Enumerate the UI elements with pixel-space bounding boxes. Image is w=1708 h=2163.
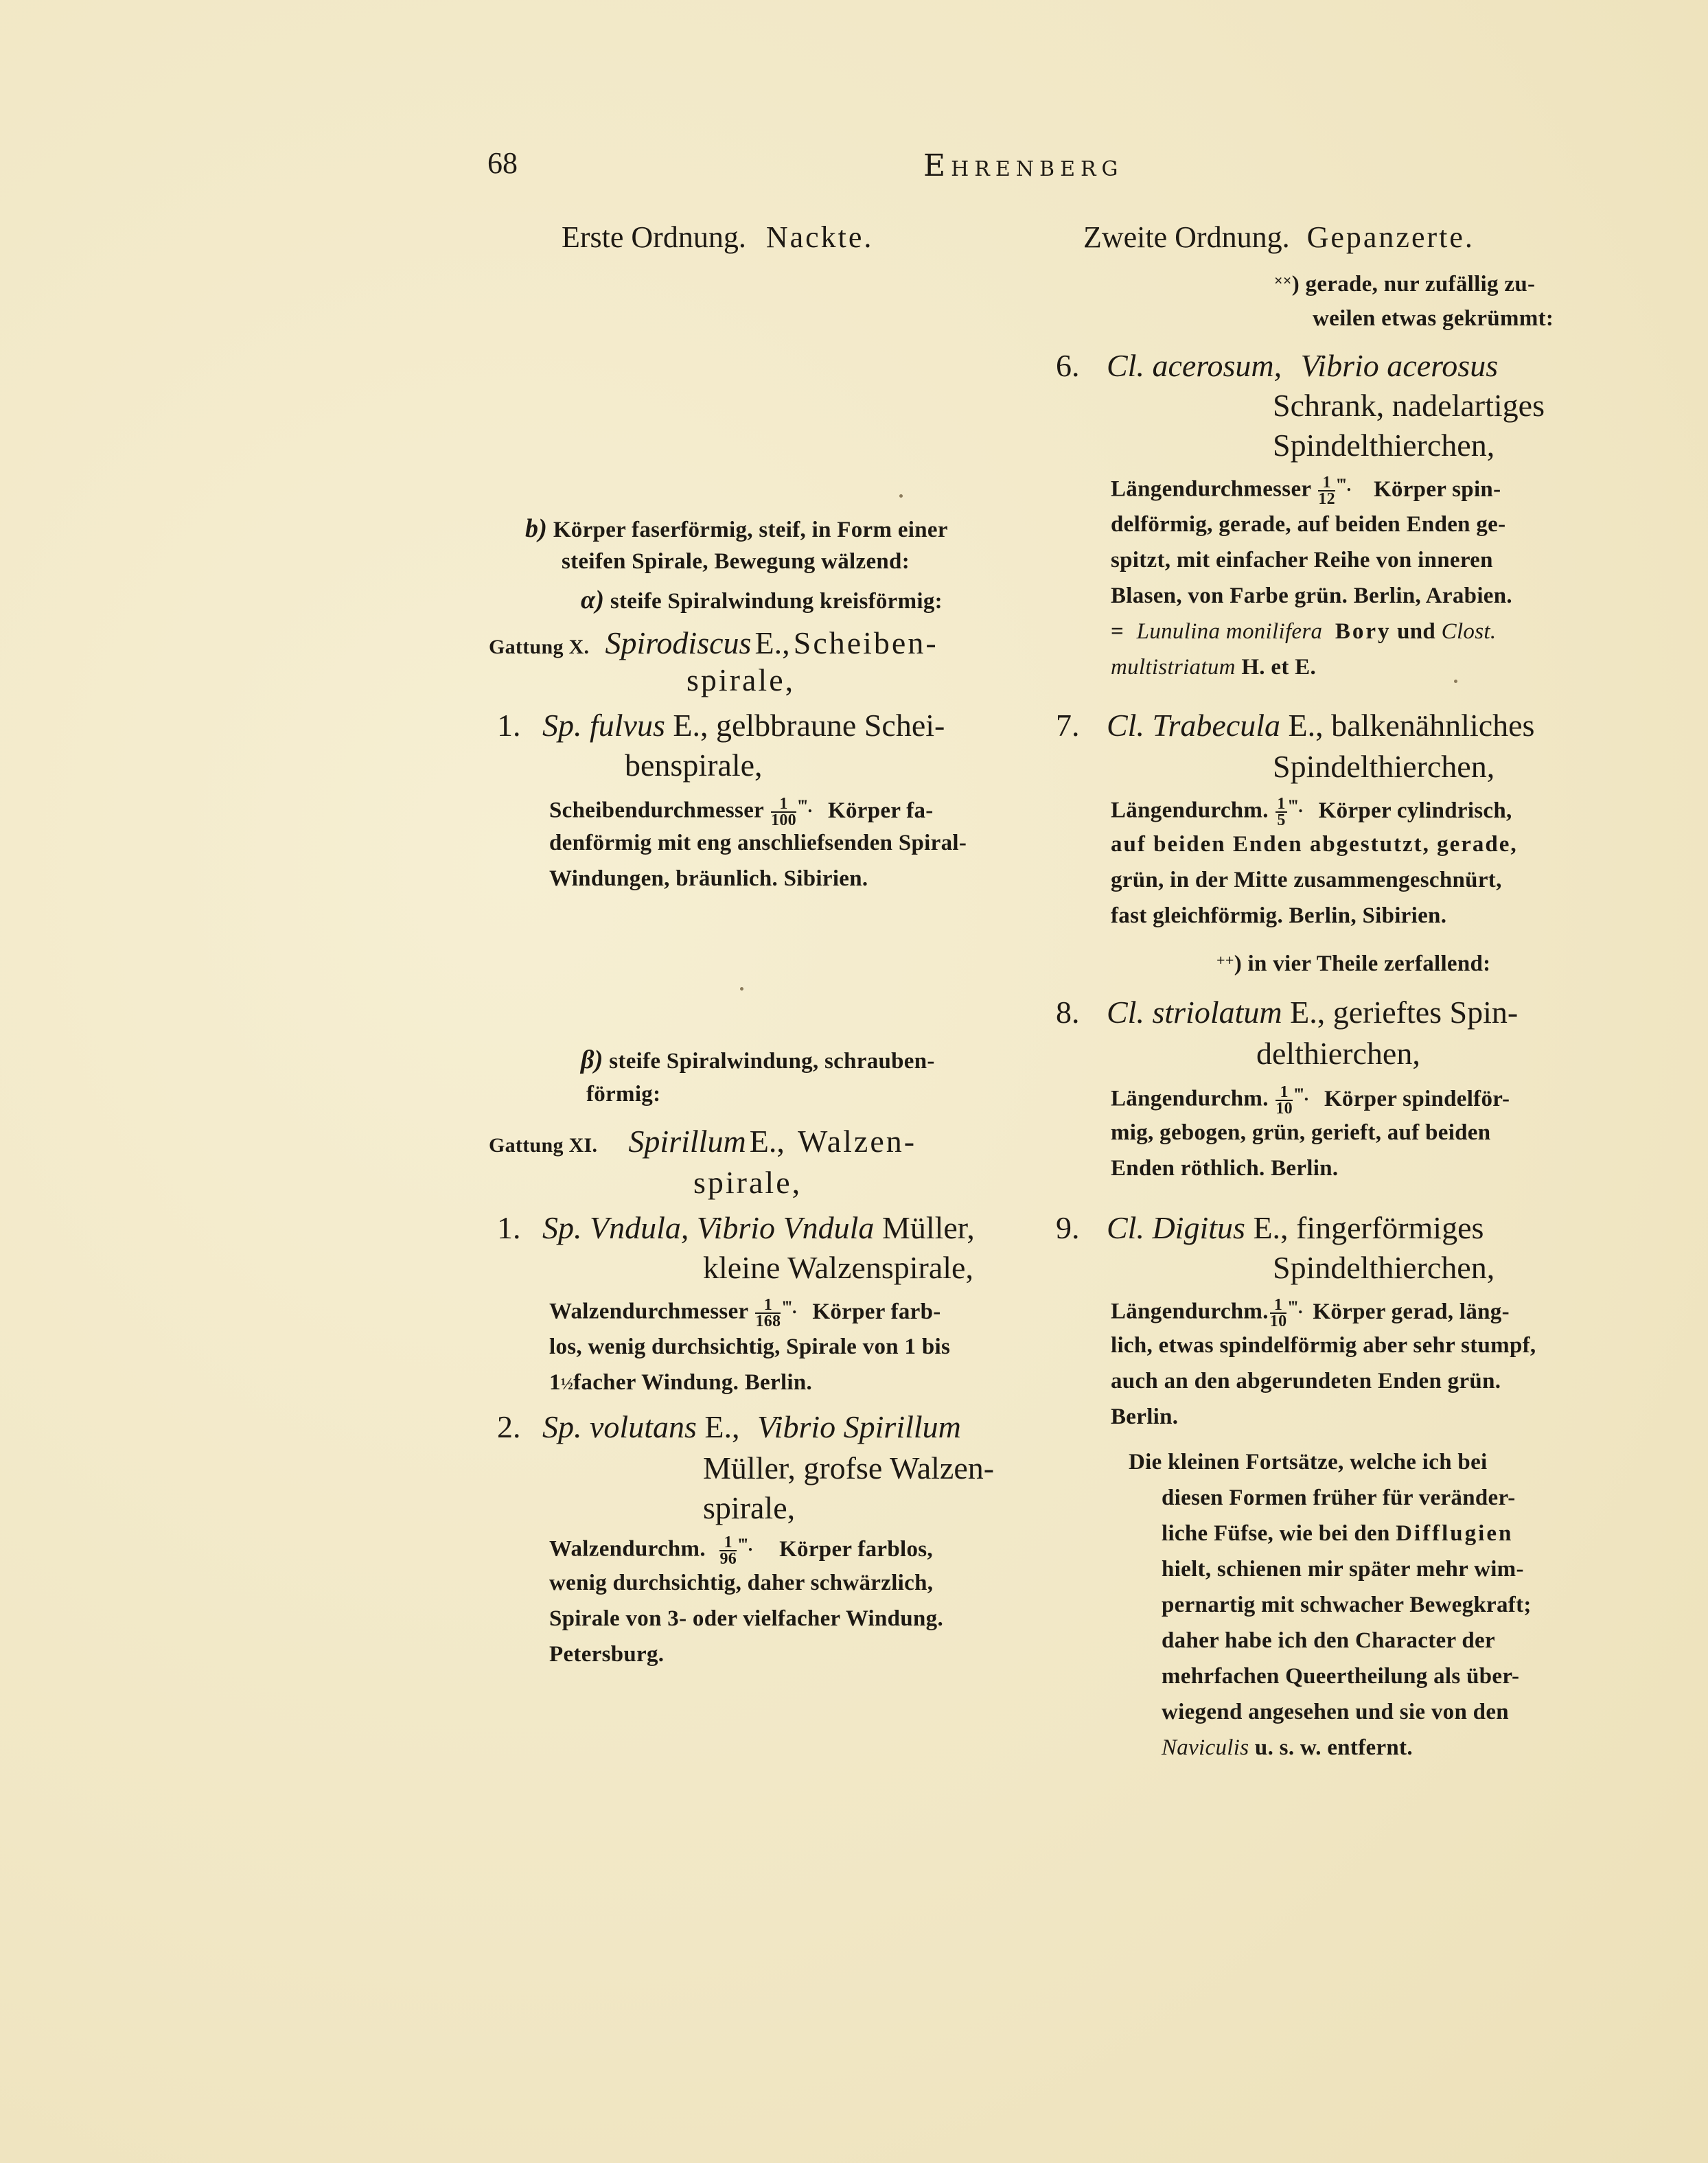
subsection-pp-mark: ++ [1216, 951, 1234, 969]
species-xi2-heading [542, 1409, 961, 1445]
species-6-fraction [1318, 475, 1335, 507]
species-6-desc-1 [1111, 475, 1501, 507]
running-title-rest: HRENBERG [951, 157, 1124, 181]
species-xi2-name: Sp. volutans [542, 1409, 697, 1444]
species-xi1-author: Müller, [881, 1210, 975, 1245]
species-x1-frac-den: 100 [771, 811, 796, 829]
paper-speck [740, 987, 743, 991]
species-6-heading [1107, 347, 1498, 384]
genus-x-name: Spirodiscus [605, 625, 752, 660]
section-b-text1: Körper faserförmig, steif, in Form einer [553, 518, 948, 542]
left-order-title [562, 220, 873, 255]
section-alpha [581, 585, 943, 615]
species-6-common-2: Spindelthierchen, [1273, 428, 1495, 463]
species-9-heading [1107, 1210, 1484, 1246]
species-9-desc-3: auch an den abgerundeten Enden grün. [1111, 1369, 1501, 1393]
subsection-pp [1216, 951, 1490, 977]
species-xi1-frac-den: 168 [755, 1312, 781, 1330]
species-7-frac-den: 5 [1277, 811, 1286, 829]
species-6-desc-1b: Körper spin- [1373, 476, 1501, 502]
genus-xi-prefix: Gattung XI. [489, 1134, 598, 1157]
species-8-desc-2: mig, gebogen, grün, gerieft, auf beiden [1111, 1120, 1491, 1145]
note-line-9 [1162, 1735, 1413, 1761]
right-order-title [1083, 220, 1475, 255]
species-9-desc-2: lich, etwas spindelförmig aber sehr stumpf, [1111, 1333, 1536, 1358]
note-line-3a: liche Füfse, wie bei den [1162, 1521, 1390, 1546]
left-order-title-a: Erste Ordnung. [562, 220, 746, 254]
species-xi1-desc-3a: 1 [549, 1370, 561, 1395]
species-x1-prime: ‴. [797, 796, 813, 816]
paper-speck [1454, 680, 1457, 683]
note-line-3b: Difflugien [1396, 1521, 1514, 1546]
species-6-syn-name2: Clost. [1441, 619, 1497, 644]
species-7-common: E., balkenähnliches [1288, 708, 1535, 743]
species-9-name: Cl. Digitus [1107, 1210, 1245, 1245]
note-line-4: hielt, schienen mir später mehr wim- [1162, 1557, 1524, 1582]
species-xi1-number: 1. [497, 1210, 521, 1245]
species-6-desc-6 [1111, 655, 1316, 680]
species-x1-name: Sp. fulvus [542, 708, 665, 743]
species-9-desc-1 [1111, 1297, 1510, 1329]
right-order-title-b: Gepanzerte. [1306, 220, 1475, 254]
species-xi2-number: 2. [497, 1409, 521, 1444]
species-7-measure-label: Längendurchm. [1111, 798, 1269, 823]
species-9-prime: ‴. [1288, 1297, 1303, 1317]
section-beta-text-2: förmig: [586, 1082, 661, 1107]
species-8-name: Cl. striolatum [1107, 995, 1282, 1030]
species-xi2-common: Müller, grofse Walzen- [703, 1450, 995, 1485]
subsection-xx-text1: ) gerade, nur zufällig zu- [1291, 272, 1536, 297]
species-6-desc-3: spitzt, mit einfacher Reihe von inneren [1111, 548, 1493, 572]
species-6-synonym: Vibrio acerosus [1300, 348, 1499, 383]
subsection-xx-line2: weilen etwas gekrümmt: [1313, 306, 1554, 331]
species-7-fraction [1276, 796, 1286, 828]
species-xi1-half: ½ [560, 1376, 574, 1393]
species-7-common-2: Spindelthierchen, [1273, 749, 1495, 784]
species-7-name: Cl. Trabecula [1107, 708, 1281, 743]
species-xi2-desc-3: Spirale von 3- oder vielfacher Windung. [549, 1606, 943, 1631]
species-8-number: 8. [1056, 995, 1080, 1030]
species-xi2-desc-1 [549, 1535, 933, 1566]
species-6-desc-5 [1111, 619, 1496, 645]
species-x1-desc-1 [549, 796, 934, 828]
left-order-title-b: Nackte. [765, 220, 874, 254]
species-8-desc-3: Enden röthlich. Berlin. [1111, 1156, 1339, 1181]
note-line-5: pernartig mit schwacher Bewegkraft; [1162, 1593, 1532, 1617]
subsection-xx-mark: ×× [1274, 272, 1292, 289]
section-beta [581, 1045, 935, 1075]
note-line-9b: u. s. w. entfernt. [1254, 1735, 1413, 1760]
species-xi1-measure-label: Walzendurchmesser [549, 1299, 748, 1324]
species-xi2-frac-den: 96 [719, 1550, 737, 1568]
species-xi2-desc-4: Petersburg. [549, 1642, 665, 1667]
page-number: 68 [487, 146, 518, 180]
section-b-line1 [525, 513, 948, 544]
species-7-prime: ‴. [1288, 796, 1304, 816]
subsection-xx-line1 [1274, 272, 1535, 297]
species-6-number: 6. [1056, 348, 1080, 383]
species-6-syn-name: Lunulina monilifera [1136, 619, 1323, 644]
section-b-label: b) [525, 514, 548, 543]
species-xi2-synonym: Vibrio Spirillum [757, 1409, 961, 1444]
species-xi1-name: Sp. Vndula, [542, 1210, 689, 1245]
species-9-frac-num: 1 [1270, 1297, 1287, 1314]
species-9-desc-4: Berlin. [1111, 1404, 1179, 1429]
species-6-name: Cl. acerosum, [1107, 348, 1282, 383]
genus-x-common: Scheiben- [793, 625, 938, 660]
species-xi1-desc-3 [549, 1370, 812, 1396]
species-9-common-2: Spindelthierchen, [1273, 1250, 1495, 1285]
species-xi2-desc-2: wenig durchsichtig, daher schwärzlich, [549, 1571, 934, 1595]
species-8-desc-1 [1111, 1085, 1510, 1116]
species-8-heading [1107, 994, 1518, 1030]
species-7-desc-4: fast gleichförmig. Berlin, Sibirien. [1111, 903, 1447, 928]
species-xi2-desc-1b: Körper farblos, [779, 1536, 933, 1562]
species-8-prime: ‴. [1293, 1085, 1309, 1104]
species-6-equals: = [1111, 619, 1124, 644]
genus-x-author: E., [754, 625, 790, 660]
species-xi2-author: E., [704, 1409, 740, 1444]
species-8-frac-num: 1 [1276, 1085, 1293, 1101]
note-line-1: Die kleinen Fortsätze, welche ich bei [1129, 1450, 1488, 1474]
species-6-syn-name3: multistriatum [1111, 655, 1236, 680]
note-line-9a: Naviculis [1162, 1735, 1249, 1760]
species-x1-fraction [771, 796, 796, 828]
species-xi2-prime: ‴. [738, 1535, 753, 1555]
note-line-6: daher habe ich den Character der [1162, 1628, 1495, 1653]
species-6-syn-author: Bory [1335, 619, 1392, 644]
section-beta-label: β) [581, 1045, 603, 1074]
species-x1-number: 1. [497, 708, 521, 743]
species-x1-desc-1b: Körper fa- [828, 798, 934, 823]
genus-x-heading [489, 625, 938, 661]
species-7-frac-num: 1 [1277, 795, 1286, 813]
species-6-common: Schrank, nadelartiges [1273, 388, 1545, 423]
species-x1-heading [542, 707, 945, 743]
species-xi2-common-2: spirale, [703, 1490, 796, 1525]
species-8-desc-1b: Körper spindelför- [1324, 1086, 1510, 1111]
species-xi2-frac-num: 1 [719, 1535, 737, 1551]
genus-xi-common: Walzen- [797, 1124, 917, 1159]
paper-speck [899, 494, 903, 498]
right-order-title-a: Zweite Ordnung. [1083, 220, 1290, 254]
species-xi2-measure-label: Walzendurchm. [549, 1536, 706, 1562]
species-9-desc-1b: Körper gerad, läng- [1313, 1299, 1510, 1324]
species-6-und: und [1397, 619, 1436, 644]
species-xi2-fraction [719, 1535, 737, 1566]
species-xi1-heading [542, 1210, 975, 1246]
section-alpha-label: α) [581, 586, 605, 614]
species-9-common: E., fingerförmiges [1253, 1210, 1484, 1245]
species-8-fraction [1276, 1085, 1293, 1116]
species-6-frac-num: 1 [1318, 475, 1335, 491]
species-xi1-frac-num: 1 [755, 1297, 781, 1314]
species-9-frac-den: 10 [1269, 1312, 1287, 1330]
species-9-number: 9. [1056, 1210, 1080, 1245]
section-alpha-text: steife Spiralwindung kreisförmig: [610, 589, 943, 614]
species-7-desc-2: auf beiden Enden abgestutzt, gerade, [1111, 832, 1518, 857]
species-6-frac-den: 12 [1318, 490, 1335, 508]
species-xi1-desc-1b: Körper farb- [812, 1299, 941, 1324]
species-xi1-desc-3b: facher Windung. Berlin. [573, 1370, 813, 1395]
genus-x-prefix: Gattung X. [489, 636, 590, 658]
species-7-number: 7. [1056, 708, 1080, 743]
species-x1-frac-num: 1 [771, 796, 796, 813]
species-6-prime: ‴. [1336, 475, 1352, 495]
running-title [923, 148, 1124, 183]
species-6-desc-4: Blasen, von Farbe grün. Berlin, Arabien. [1111, 583, 1512, 608]
species-7-desc-1b: Körper cylindrisch, [1318, 798, 1512, 823]
note-line-2: diesen Formen früher für veränder- [1162, 1485, 1516, 1510]
subsection-pp-text: ) in vier Theile zerfallend: [1234, 951, 1491, 976]
species-6-syn-author2: H. et E. [1241, 655, 1317, 680]
section-beta-text: steife Spiralwindung, schrauben- [609, 1049, 935, 1074]
section-b-line2: steifen Spirale, Bewegung wälzend: [562, 549, 910, 574]
species-x1-desc-2: denförmig mit eng anschliefsenden Spiral- [549, 831, 967, 855]
species-9-measure-label: Längendurchm. [1111, 1299, 1269, 1324]
species-xi1-synonym: Vibrio Vndula [696, 1210, 875, 1245]
species-xi1-desc-2: los, wenig durchsichtig, Spirale von 1 bis [549, 1334, 951, 1359]
species-6-measure-label: Längendurchmesser [1111, 476, 1311, 502]
species-9-fraction [1270, 1297, 1287, 1329]
note-line-7: mehrfachen Queertheilung als über- [1162, 1664, 1520, 1689]
species-x1-desc-3: Windungen, bräunlich. Sibirien. [549, 866, 868, 891]
note-line-3 [1162, 1521, 1513, 1547]
species-7-desc-1 [1111, 796, 1512, 828]
species-xi1-prime: ‴. [782, 1297, 797, 1317]
species-8-frac-den: 10 [1276, 1100, 1293, 1118]
species-8-measure-label: Längendurchm. [1111, 1086, 1269, 1111]
genus-x-common-2: spirale, [686, 662, 796, 697]
species-xi1-desc-1 [549, 1297, 941, 1329]
species-x1-common-2: benspirale, [625, 748, 763, 783]
note-line-8: wiegend angesehen und sie von den [1162, 1700, 1509, 1724]
species-xi1-fraction [755, 1297, 781, 1329]
species-7-desc-3: grün, in der Mitte zusammengeschnürt, [1111, 868, 1502, 892]
species-7-heading [1107, 707, 1534, 743]
species-x1-common: E., gelbbraune Schei- [673, 708, 945, 743]
species-8-common-2: delthierchen, [1256, 1036, 1420, 1071]
species-xi1-common: kleine Walzenspirale, [703, 1250, 973, 1285]
genus-xi-heading [489, 1123, 916, 1159]
genus-xi-author: E., [749, 1124, 785, 1159]
species-8-common: E., gerieftes Spin- [1290, 995, 1519, 1030]
species-6-desc-2: delförmig, gerade, auf beiden Enden ge- [1111, 512, 1506, 537]
genus-xi-name: Spirillum [628, 1124, 746, 1159]
running-title-cap: E [923, 148, 951, 183]
genus-xi-common-2: spirale, [693, 1165, 803, 1200]
species-x1-measure-label: Scheibendurchmesser [549, 798, 764, 823]
